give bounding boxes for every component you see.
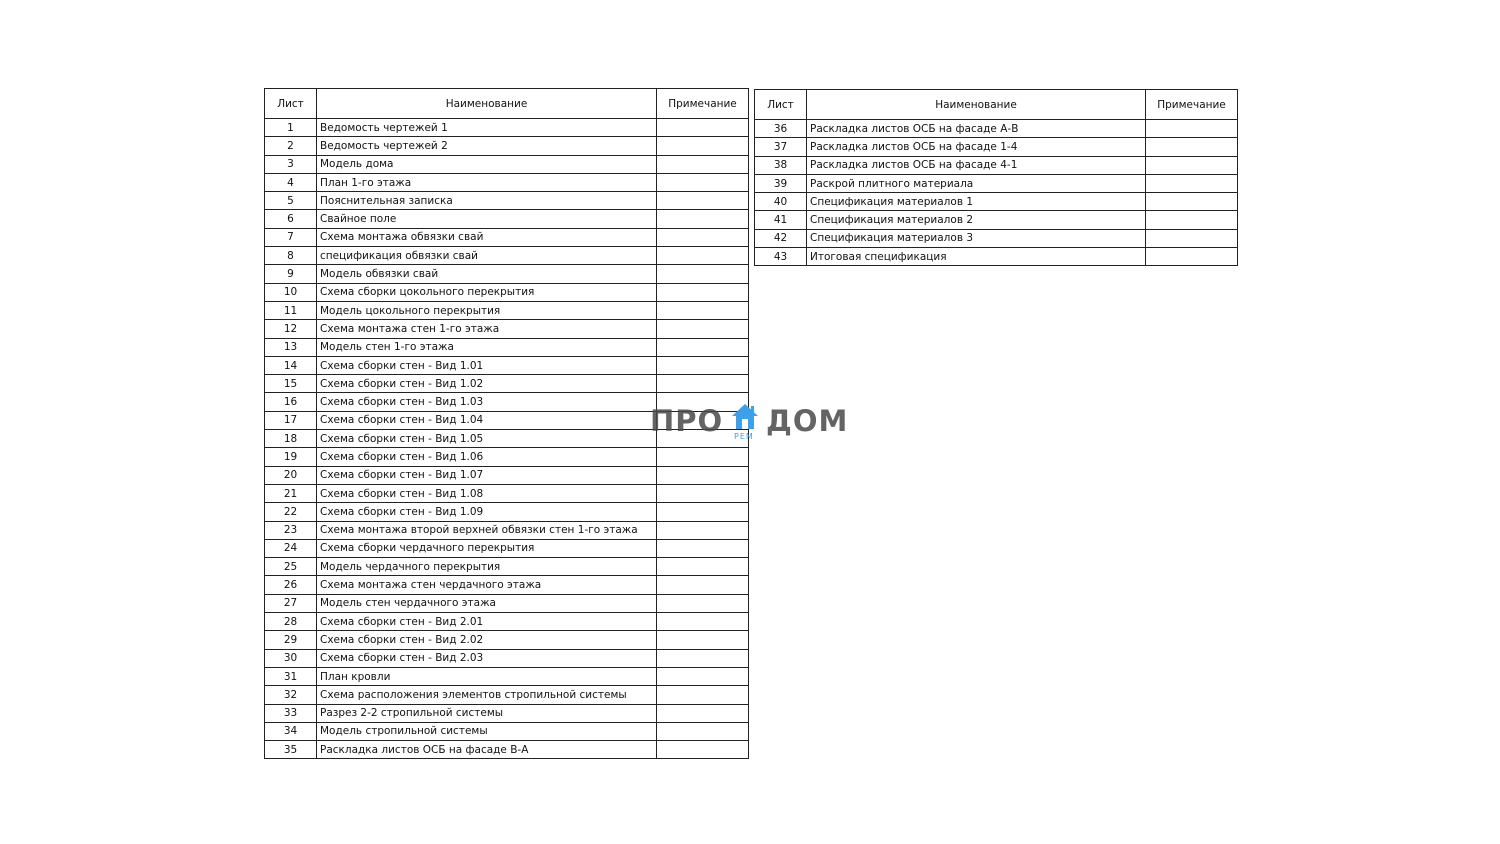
sheet-name-cell: Модель стен чердачного этажа <box>317 594 657 612</box>
sheet-name-cell: Схема сборки стен - Вид 1.05 <box>317 430 657 448</box>
sheet-name-cell: Схема сборки стен - Вид 1.09 <box>317 503 657 521</box>
table-row <box>265 667 749 685</box>
table-row <box>265 356 749 374</box>
table-row <box>755 156 1238 174</box>
sheet-number-cell: 16 <box>265 393 317 411</box>
sheet-name-cell: План кровли <box>317 667 657 685</box>
table-row <box>755 193 1238 211</box>
sheet-number-cell: 23 <box>265 521 317 539</box>
sheet-name-cell: Модель стен 1-го этажа <box>317 338 657 356</box>
sheet-name-cell: спецификация обвязки свай <box>317 247 657 265</box>
table-row <box>265 539 749 557</box>
table-row <box>755 248 1238 266</box>
sheet-number-cell: 12 <box>265 320 317 338</box>
table-row <box>755 174 1238 192</box>
sheet-note-cell <box>657 192 749 210</box>
sheet-name-cell: Схема сборки стен - Вид 1.04 <box>317 411 657 429</box>
table-body-right <box>755 120 1238 266</box>
sheet-name-cell: Схема монтажа стен 1-го этажа <box>317 320 657 338</box>
sheet-name-cell: Схема сборки цокольного перекрытия <box>317 283 657 301</box>
sheet-name-cell: Раскладка листов ОСБ на фасаде А-В <box>807 120 1146 138</box>
sheet-number-cell: 38 <box>755 156 807 174</box>
sheet-name-cell: Раскладка листов ОСБ на фасаде В-А <box>317 741 657 759</box>
table-row <box>265 192 749 210</box>
sheet-number-cell: 43 <box>755 248 807 266</box>
header-note: Примечание <box>657 89 749 119</box>
sheet-number-cell: 36 <box>755 120 807 138</box>
sheet-name-cell: Модель обвязки свай <box>317 265 657 283</box>
sheet-note-cell <box>657 686 749 704</box>
sheet-note-cell <box>657 558 749 576</box>
sheet-note-cell <box>1146 138 1238 156</box>
table-row <box>265 173 749 191</box>
table-row <box>755 120 1238 138</box>
sheet-name-cell: Схема сборки стен - Вид 1.07 <box>317 466 657 484</box>
sheet-number-cell: 37 <box>755 138 807 156</box>
sheet-name-cell: Спецификация материалов 2 <box>807 211 1146 229</box>
sheet-name-cell: Схема сборки стен - Вид 1.02 <box>317 375 657 393</box>
sheet-note-cell <box>1146 229 1238 247</box>
table-row <box>265 722 749 740</box>
sheet-number-cell: 39 <box>755 174 807 192</box>
table-row <box>755 211 1238 229</box>
sheet-number-cell: 24 <box>265 539 317 557</box>
sheet-name-cell: Ведомость чертежей 2 <box>317 137 657 155</box>
sheet-note-cell <box>657 503 749 521</box>
sheet-note-cell <box>657 375 749 393</box>
sheet-name-cell: Итоговая спецификация <box>807 248 1146 266</box>
sheet-name-cell: Схема сборки стен - Вид 1.01 <box>317 356 657 374</box>
table-row <box>755 229 1238 247</box>
sheet-note-cell <box>657 594 749 612</box>
sheet-name-cell: Схема монтажа обвязки свай <box>317 228 657 246</box>
sheet-note-cell <box>657 173 749 191</box>
sheet-name-cell: Спецификация материалов 1 <box>807 193 1146 211</box>
header-sheet: Лист <box>755 90 807 120</box>
sheet-name-cell: Ведомость чертежей 1 <box>317 119 657 137</box>
sheet-number-cell: 17 <box>265 411 317 429</box>
sheet-number-cell: 33 <box>265 704 317 722</box>
sheet-number-cell: 35 <box>265 741 317 759</box>
table-row <box>265 594 749 612</box>
sheet-note-cell <box>1146 174 1238 192</box>
table-header-row <box>265 89 749 119</box>
header-sheet: Лист <box>265 89 317 119</box>
sheet-number-cell: 27 <box>265 594 317 612</box>
sheet-number-cell: 30 <box>265 649 317 667</box>
sheet-name-cell: Раскладка листов ОСБ на фасаде 4-1 <box>807 156 1146 174</box>
table-row <box>265 576 749 594</box>
sheet-number-cell: 3 <box>265 155 317 173</box>
sheet-note-cell <box>1146 248 1238 266</box>
sheet-number-cell: 31 <box>265 667 317 685</box>
sheet-name-cell: Схема сборки стен - Вид 2.01 <box>317 613 657 631</box>
table-header-row <box>755 90 1238 120</box>
sheet-name-cell: Разрез 2-2 стропильной системы <box>317 704 657 722</box>
sheet-note-cell <box>657 631 749 649</box>
sheet-note-cell <box>657 265 749 283</box>
sheet-note-cell <box>657 155 749 173</box>
sheet-note-cell <box>657 539 749 557</box>
drawings-table-right <box>754 89 1238 266</box>
sheet-note-cell <box>657 741 749 759</box>
sheet-name-cell: Схема сборки стен - Вид 1.03 <box>317 393 657 411</box>
sheet-note-cell <box>657 356 749 374</box>
sheet-note-cell <box>657 466 749 484</box>
sheet-number-cell: 7 <box>265 228 317 246</box>
sheet-note-cell <box>657 283 749 301</box>
header-note: Примечание <box>1146 90 1238 120</box>
sheet-note-cell <box>657 137 749 155</box>
table-row <box>265 484 749 502</box>
sheet-number-cell: 22 <box>265 503 317 521</box>
watermark-logo <box>650 402 850 446</box>
sheet-note-cell <box>657 320 749 338</box>
sheet-note-cell <box>657 338 749 356</box>
table-row <box>265 265 749 283</box>
sheet-name-cell: Схема сборки стен - Вид 2.02 <box>317 631 657 649</box>
sheet-number-cell: 21 <box>265 484 317 502</box>
sheet-number-cell: 20 <box>265 466 317 484</box>
sheet-note-cell <box>657 484 749 502</box>
sheet-number-cell: 15 <box>265 375 317 393</box>
table-row <box>265 228 749 246</box>
logo-word-left: ПРО <box>650 404 724 438</box>
sheet-name-cell: Пояснительная записка <box>317 192 657 210</box>
sheet-number-cell: 1 <box>265 119 317 137</box>
sheet-number-cell: 9 <box>265 265 317 283</box>
sheet-name-cell: Схема сборки чердачного перекрытия <box>317 539 657 557</box>
sheet-number-cell: 11 <box>265 301 317 319</box>
sheet-name-cell: Спецификация материалов 3 <box>807 229 1146 247</box>
sheet-name-cell: Модель стропильной системы <box>317 722 657 740</box>
sheet-number-cell: 40 <box>755 193 807 211</box>
table-row <box>265 613 749 631</box>
sheet-name-cell: Схема монтажа второй верхней обвязки стен 1-го этажа <box>317 521 657 539</box>
sheet-name-cell: Модель чердачного перекрытия <box>317 558 657 576</box>
sheet-number-cell: 26 <box>265 576 317 594</box>
sheet-name-cell: Раскрой плитного материала <box>807 174 1146 192</box>
sheet-note-cell <box>657 576 749 594</box>
sheet-note-cell <box>1146 156 1238 174</box>
sheet-note-cell <box>1146 211 1238 229</box>
table-row <box>265 686 749 704</box>
sheet-name-cell: Схема монтажа стен чердачного этажа <box>317 576 657 594</box>
sheet-number-cell: 10 <box>265 283 317 301</box>
table-row <box>265 375 749 393</box>
table-row <box>265 338 749 356</box>
sheet-number-cell: 41 <box>755 211 807 229</box>
sheet-number-cell: 14 <box>265 356 317 374</box>
table-row <box>265 558 749 576</box>
sheet-number-cell: 34 <box>265 722 317 740</box>
sheet-name-cell: Модель дома <box>317 155 657 173</box>
sheet-number-cell: 42 <box>755 229 807 247</box>
sheet-number-cell: 29 <box>265 631 317 649</box>
table-row <box>265 247 749 265</box>
sheet-name-cell: Модель цокольного перекрытия <box>317 301 657 319</box>
house-icon <box>730 402 760 432</box>
header-name: Наименование <box>317 89 657 119</box>
table-row <box>265 521 749 539</box>
sheet-note-cell <box>657 704 749 722</box>
sheet-note-cell <box>1146 193 1238 211</box>
sheet-name-cell: План 1-го этажа <box>317 173 657 191</box>
sheet-number-cell: 13 <box>265 338 317 356</box>
sheet-note-cell <box>657 228 749 246</box>
sheet-note-cell <box>657 247 749 265</box>
sheet-note-cell <box>657 521 749 539</box>
logo-subtext: РЕМ <box>734 432 754 441</box>
table-row <box>265 137 749 155</box>
sheet-note-cell <box>657 210 749 228</box>
sheet-name-cell: Схема сборки стен - Вид 1.08 <box>317 484 657 502</box>
table-row <box>265 704 749 722</box>
sheet-number-cell: 2 <box>265 137 317 155</box>
table-row <box>265 503 749 521</box>
sheet-note-cell <box>657 649 749 667</box>
sheet-name-cell: Схема расположения элементов стропильной системы <box>317 686 657 704</box>
sheet-note-cell <box>1146 120 1238 138</box>
sheet-number-cell: 25 <box>265 558 317 576</box>
sheet-number-cell: 6 <box>265 210 317 228</box>
table-row <box>265 283 749 301</box>
sheet-number-cell: 28 <box>265 613 317 631</box>
sheet-note-cell <box>657 448 749 466</box>
sheet-number-cell: 5 <box>265 192 317 210</box>
table-row <box>265 119 749 137</box>
sheet-name-cell: Схема сборки стен - Вид 2.03 <box>317 649 657 667</box>
sheet-number-cell: 8 <box>265 247 317 265</box>
sheet-number-cell: 19 <box>265 448 317 466</box>
sheet-name-cell: Свайное поле <box>317 210 657 228</box>
table-row <box>265 301 749 319</box>
table-row <box>265 631 749 649</box>
logo-word-right: ДОМ <box>766 404 849 438</box>
sheet-note-cell <box>657 722 749 740</box>
sheet-number-cell: 4 <box>265 173 317 191</box>
table-row <box>265 155 749 173</box>
sheet-name-cell: Схема сборки стен - Вид 1.06 <box>317 448 657 466</box>
table-row <box>265 466 749 484</box>
table-row <box>265 320 749 338</box>
table-row <box>265 210 749 228</box>
sheet-name-cell: Раскладка листов ОСБ на фасаде 1-4 <box>807 138 1146 156</box>
table-row <box>755 138 1238 156</box>
table-row <box>265 448 749 466</box>
sheet-number-cell: 18 <box>265 430 317 448</box>
sheet-note-cell <box>657 667 749 685</box>
sheet-note-cell <box>657 613 749 631</box>
sheet-note-cell <box>657 301 749 319</box>
sheet-number-cell: 32 <box>265 686 317 704</box>
table-row <box>265 741 749 759</box>
header-name: Наименование <box>807 90 1146 120</box>
sheet-note-cell <box>657 119 749 137</box>
table-row <box>265 649 749 667</box>
